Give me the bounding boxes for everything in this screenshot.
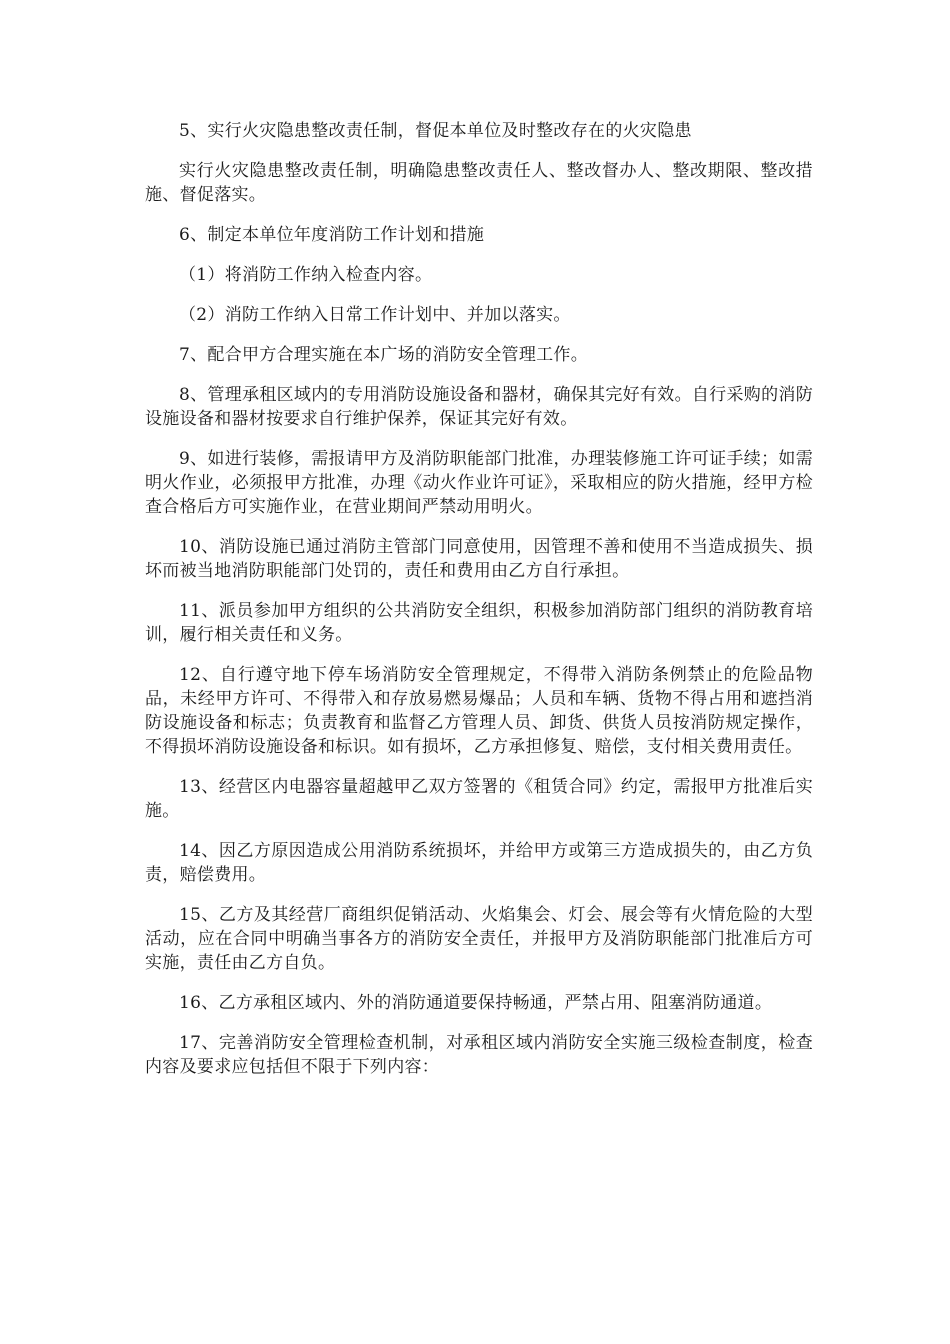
paragraph-rectification-detail: 实行火灾隐患整改责任制，明确隐患整改责任人、整改督办人、整改期限、整改措施、督促落实。 xyxy=(145,161,813,205)
paragraph-subitem-2: （2）消防工作纳入日常工作计划中、并加以落实。 xyxy=(179,305,571,325)
paragraph-item-5: 5、实行火灾隐患整改责任制，督促本单位及时整改存在的火灾隐患 xyxy=(179,121,692,141)
paragraph-item-6: 6、制定本单位年度消防工作计划和措施 xyxy=(179,225,485,245)
paragraph-item-14: 14、因乙方原因造成公用消防系统损坏，并给甲方或第三方造成损失的，由乙方负责，赔偿费用。 xyxy=(145,841,813,885)
document-body xyxy=(145,119,813,1095)
paragraph-item-8: 8、管理承租区域内的专用消防设施设备和器材，确保其完好有效。自行采购的消防设施设备和器材按要求自行维护保养，保证其完好有效。 xyxy=(145,385,813,429)
paragraph-subitem-1: （1）将消防工作纳入检查内容。 xyxy=(179,265,433,285)
paragraph-item-7: 7、配合甲方合理实施在本广场的消防安全管理工作。 xyxy=(179,345,589,365)
paragraph-item-11: 11、派员参加甲方组织的公共消防安全组织，积极参加消防部门组织的消防教育培训，履行相关责任和义务。 xyxy=(145,601,813,645)
paragraph-item-9: 9、如进行装修，需报请甲方及消防职能部门批准，办理装修施工许可证手续；如需明火作业，必须报甲方批准，办理《动火作业许可证》，采取相应的防火措施，经甲方检查合格后方可实施作业，在营业期间严禁动用明火。 xyxy=(145,449,813,517)
paragraph-item-13: 13、经营区内电器容量超越甲乙双方签署的《租赁合同》约定，需报甲方批准后实施。 xyxy=(145,777,813,821)
paragraph-item-12: 12、自行遵守地下停车场消防安全管理规定，不得带入消防条例禁止的危险品物品，未经甲方许可、不得带入和存放易燃易爆品；人员和车辆、货物不得占用和遮挡消防设施设备和标志；负责教育和监督乙方管理人员、卸货、供货人员按消防规定操作，不得损坏消防设施设备和标识。如有损坏，乙方承担修复、赔偿，支付相关费用责任。 xyxy=(145,665,813,757)
paragraph-item-15: 15、乙方及其经营厂商组织促销活动、火焰集会、灯会、展会等有火情危险的大型活动，应在合同中明确当事各方的消防安全责任，并报甲方及消防职能部门批准后方可实施，责任由乙方自负。 xyxy=(145,905,813,973)
paragraph-item-16: 16、乙方承租区域内、外的消防通道要保持畅通，严禁占用、阻塞消防通道。 xyxy=(179,993,773,1013)
paragraph-item-10: 10、消防设施已通过消防主管部门同意使用，因管理不善和使用不当造成损失、损坏而被当地消防职能部门处罚的，责任和费用由乙方自行承担。 xyxy=(145,537,813,581)
paragraph-item-17: 17、完善消防安全管理检查机制，对承租区域内消防安全实施三级检查制度，检查内容及要求应包括但不限于下列内容： xyxy=(145,1033,813,1077)
